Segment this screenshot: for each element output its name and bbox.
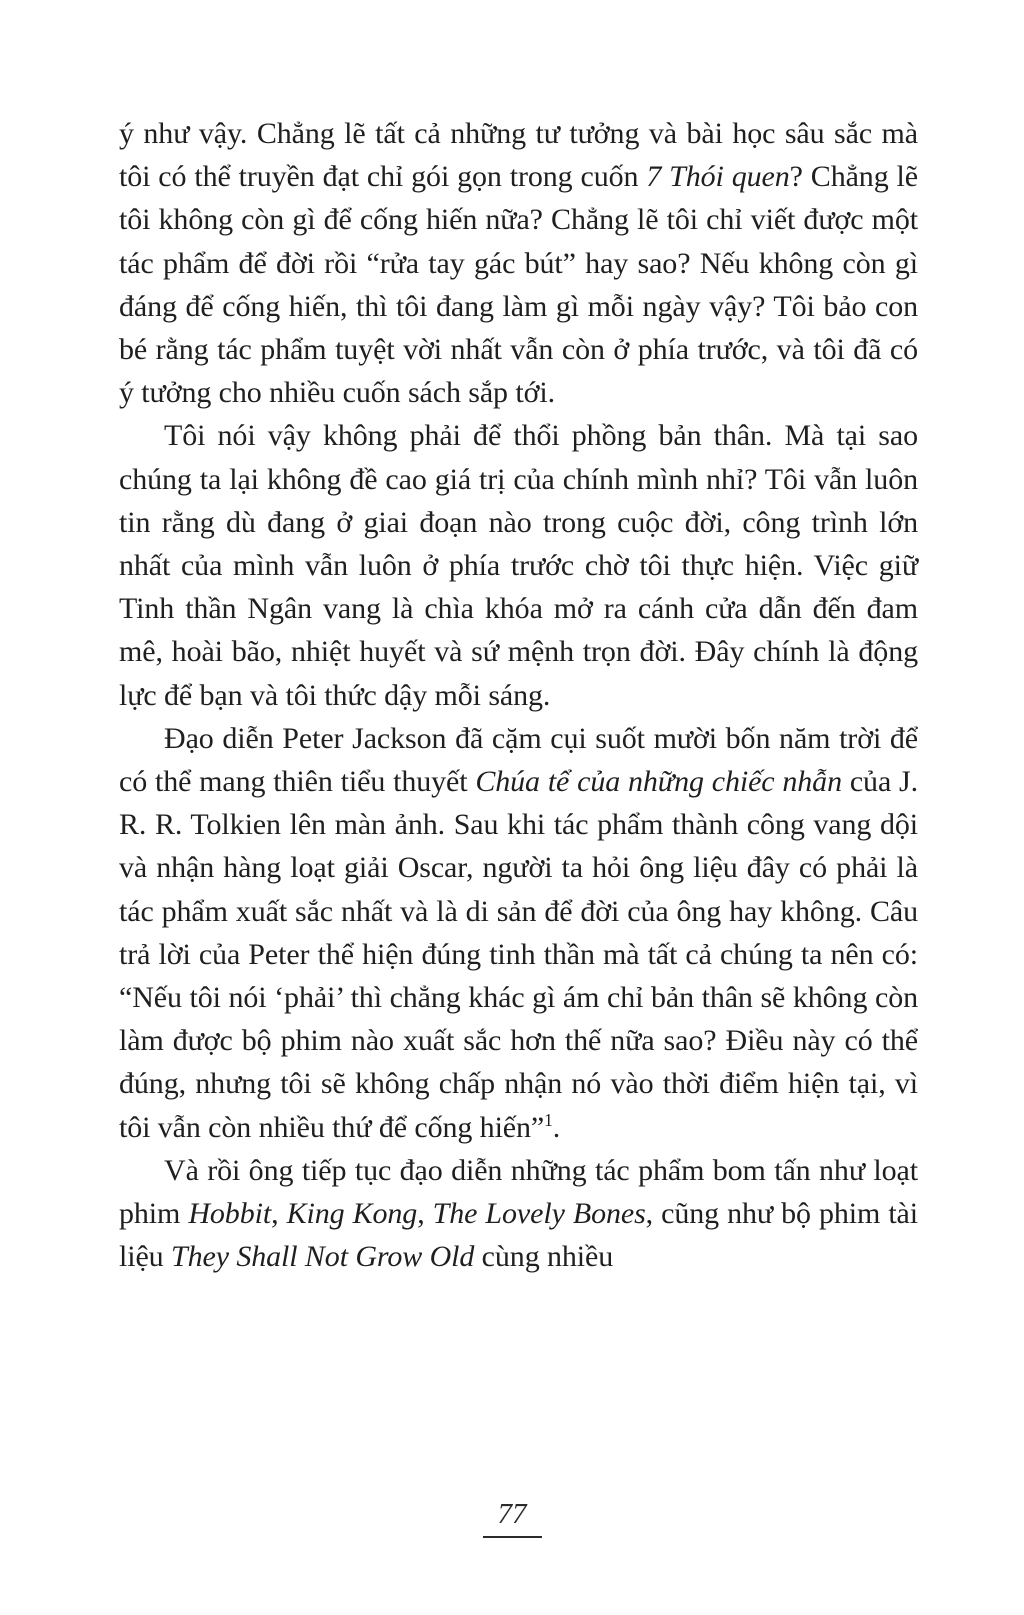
text-run: They Shall Not Grow Old [171, 1240, 475, 1274]
text-run: King Kong [286, 1197, 418, 1231]
page-number: 77 [483, 1498, 542, 1538]
paragraph [119, 414, 918, 716]
text-run: Đạo diễn Peter Jackson đã cặm cụi suốt mười bốn năm trời để có thể mang thiên tiểu thuyết [119, 721, 918, 799]
text-run: 7 Thói quen [646, 160, 790, 194]
text-run: của J. R. R. Tolkien lên màn ảnh. Sau khi tác phẩm thành công vang dội và nhận hàng loạt giải Oscar, người ta hỏi ông liệu đây có phải là tác phẩm xuất sắc nhất và là di sản để đời của ông hay không. Câu trả lời của Peter thể hiện đúng tinh thần mà tất cả chúng ta nên có: “Nếu tôi nói ‘phải’ thì chẳng khác gì ám chỉ bản thân sẽ không còn làm được bộ phim nào xuất sắc hơn thế nữa sao? Điều này có thể đúng, nhưng tôi sẽ không chấp nhận nó vào thời điểm hiện tại, vì tôi vẫn còn nhiều thứ để cống hiến” [119, 765, 918, 1144]
text-run: , cũng như bộ phim tài liệu [119, 1197, 919, 1274]
text-run: Chúa tể của những chiếc nhẫn [475, 765, 842, 799]
text-run: cùng nhiều [474, 1240, 614, 1274]
text-run: . [552, 1110, 561, 1144]
footnote-marker: 1 [544, 1109, 553, 1130]
paragraph [119, 717, 918, 1149]
text-run: ý như vậy. Chẳng lẽ tất cả những tư tưởng và bài học sâu sắc mà tôi có thể truyền đạt chỉ gói gọn trong cuốn [119, 117, 918, 194]
text-run: , [271, 1197, 287, 1231]
text-run: The Lovely Bones [432, 1197, 646, 1231]
text-run: Hobbit [188, 1197, 272, 1231]
paragraph [119, 1149, 918, 1279]
paragraph [119, 112, 918, 414]
text-run: Tôi nói vậy không phải để thổi phồng bản thân. Mà tại sao chúng ta lại không đề cao giá trị của chính mình nhỉ? Tôi vẫn luôn tin rằng dù đang ở giai đoạn nào trong cuộc đời, công trình lớn nhất của mình vẫn luôn ở phía trước chờ tôi thực hiện. Việc giữ Tinh thần Ngân vang là chìa khóa mở ra cánh cửa dẫn đến đam mê, hoài bão, nhiệt huyết và sứ mệnh trọn đời. Đây chính là động lực để bạn và tôi thức dậy mỗi sáng. [119, 419, 918, 712]
text-body [119, 112, 918, 1278]
text-run: ? Chẳng lẽ tôi không còn gì để cống hiến nữa? Chẳng lẽ tôi chỉ viết được một tác phẩm để đời rồi “rửa tay gác bút” hay sao? Nếu không còn gì đáng để cống hiến, thì tôi đang làm gì mỗi ngày vậy? Tôi bảo con bé rằng tác phẩm tuyệt vời nhất vẫn còn ở phía trước, và tôi đã có ý tưởng cho nhiều cuốn sách sắp tới. [119, 160, 918, 410]
text-run: Và rồi ông tiếp tục đạo diễn những tác phẩm bom tấn như loạt phim [119, 1153, 918, 1231]
page-footer [0, 1498, 1024, 1538]
text-run: , [417, 1197, 433, 1231]
